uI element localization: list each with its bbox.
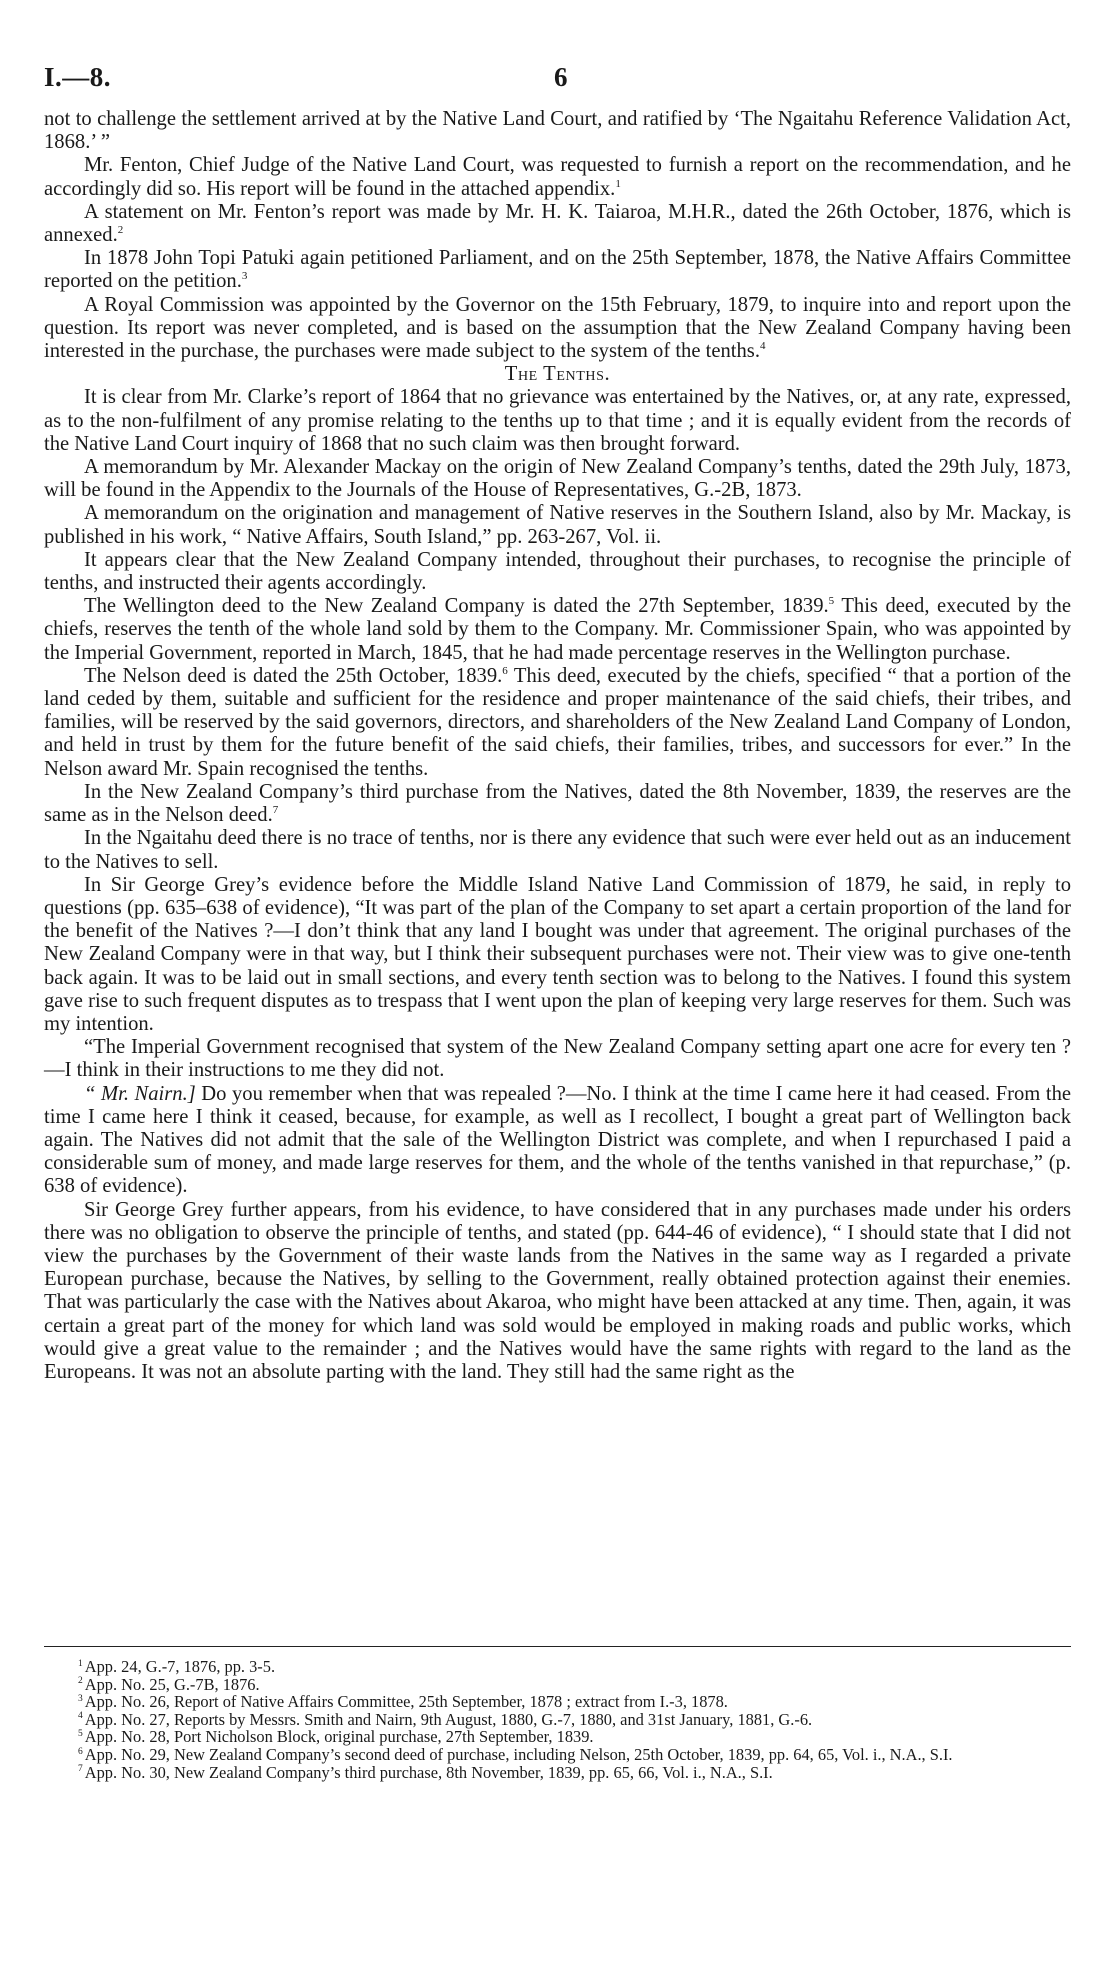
footnotes <box>44 1658 1071 1781</box>
section-heading: The Tenths. <box>504 363 611 386</box>
paragraph-text: Sir George Grey further appears, from his evidence, to have considered that in any purchases made under his orders there was no obligation to observe the principle of tenths, and stated (pp. 644-46 of evidence), “ I should state that I did not view the purchases by the Government of their waste lands from the Natives in the same way as I regarded a private European purchase, because the Natives, by selling to the Government, really obtained protection against their enemies. That was particularly the case with the Natives about Akaroa, who might have been attacked at any time. Then, again, it was certain a great part of the money for which land was sold would be employed in making roads and public works, which would give a great value to the remainder ; and the Natives would have the same rights with regard to the land as the Europeans. It was not an absolute parting with the land. They still had the same right as the <box>44 1198 1071 1383</box>
page-header <box>44 62 1070 102</box>
paragraph-text: In Sir George Grey’s evidence before the Middle Island Native Land Commission of 1879, he said, in reply to questions (pp. 635–638 of evidence), “It was part of the plan of the Company to set apart a certain proportion of the land for the benefit of the Natives ?—I don’t think that any land I bought was under that agreement. The original purchases of the New Zealand Company were in that way, but I think their subsequent purchases were not. Their view was to give one-tenth back again. It was to be laid out in small sections, and every tenth section was to belong to the Natives. I found this system gave rise to such frequent disputes as to trespass that I went upon the plan of keeping very large reserves for them. Such was my intention. <box>44 873 1071 1035</box>
footnote-text: App. No. 25, G.-7B, 1876. <box>84 1674 260 1694</box>
paragraph-text: Mr. Fenton, Chief Judge of the Native Land Court, was requested to furnish a report on the recommendation, and he accordingly did so. His report will be found in the attached appendix. <box>44 154 1071 200</box>
page-identifier: I.—8. <box>44 62 112 92</box>
paragraph-text: not to challenge the settlement arrived at by the Native Land Court, and ratified by ‘The Ngaitahu Reference Validation Act, 1868.’ ” <box>44 108 1071 154</box>
paragraph <box>44 201 1071 247</box>
paragraph-text: In 1878 John Topi Patuki again petitioned Parliament, and on the 25th September, 1878, the Native Affairs Committee reported on the petition. <box>44 247 1071 293</box>
paragraph <box>44 154 1071 200</box>
paragraph <box>44 781 1071 827</box>
paragraph-text: The Wellington deed to the New Zealand Company is dated the 27th September, 1839. <box>84 595 829 618</box>
paragraph-text: A Royal Commission was appointed by the Governor on the 15th February, 1879, to inquire into and report upon the question. Its report was never completed, and is based on the assumption that the New Zealand Company having been interested in the purchase, the purchases were made subject to the system of the tenths. <box>44 293 1071 363</box>
paragraph <box>44 456 1071 502</box>
paragraph <box>44 665 1071 781</box>
footnote-text: App. 24, G.-7, 1876, pp. 3-5. <box>84 1657 276 1676</box>
paragraph <box>44 827 1071 873</box>
paragraph-text: A statement on Mr. Fenton’s report was made by Mr. H. K. Taiaroa, M.H.R., dated the 26th October, 1876, which is annexed. <box>44 200 1071 247</box>
footnote <box>44 1676 1071 1694</box>
paragraph <box>44 1083 1071 1199</box>
footnote-text: App. No. 27, Reports by Messrs. Smith and Nairn, 9th August, 1880, G.-7, 1880, and 31st January, 1881, G.-6. <box>84 1709 813 1729</box>
paragraph <box>44 294 1071 364</box>
footnote-text: App. No. 28, Port Nicholson Block, original purchase, 27th September, 1839. <box>84 1727 594 1747</box>
paragraph-text: It is clear from Mr. Clarke’s report of 1864 that no grievance was entertained by the Natives, or, at any rate, expressed, as to the non-fulfilment of any promise relating to the tenths up to that time ; and it is equally evident from the records of the Native Land Court inquiry of 1868 that no such claim was then brought forward. <box>44 386 1071 455</box>
speaker-label: “ Mr. Nairn.] <box>84 1082 196 1105</box>
footnote-mark: 6 <box>78 1746 83 1757</box>
paragraph-text: “The Imperial Government recognised that system of the New Zealand Company setting apart one acre for every ten ?—I think in their instructions to me they did not. <box>44 1036 1071 1082</box>
paragraph <box>44 502 1071 548</box>
paragraph-text: A memorandum on the origination and management of Native reserves in the Southern Island, also by Mr. Mackay, is published in his work, “ Native Affairs, South Island,” pp. 263-267, Vol. ii. <box>44 502 1071 548</box>
paragraph-text: The Nelson deed is dated the 25th October, 1839. <box>84 664 503 687</box>
footnote-ref: 4 <box>759 340 766 353</box>
paragraph-text: A memorandum by Mr. Alexander Mackay on the origin of New Zealand Company’s tenths, dated the 29th July, 1873, will be found in the Appendix to the Journals of the House of Representatives, G.-2B, 1873. <box>44 456 1071 502</box>
paragraph-text: This deed, executed by the chiefs, specified “ that a portion of the land ceded by them, suitable and sufficient for the residence and proper maintenance of the said chiefs, their tribes, and families, will be reserved by the said governors, directors, and shareholders of the New Zealand Land Company of London, and held in trust by them for the future benefit of the said chiefs, their families, tribes, and successors for ever.” In the Nelson award Mr. Spain recognised the tenths. <box>44 664 1072 780</box>
footnote-ref: 6 <box>502 665 508 678</box>
paragraph <box>44 247 1071 293</box>
paragraph-text: In the New Zealand Company’s third purchase from the Natives, dated the 8th November, 1839, the reserves are the same as in the Nelson deed. <box>44 780 1071 827</box>
paragraph <box>44 595 1071 665</box>
footnote <box>44 1746 1071 1764</box>
paragraph <box>44 1036 1071 1082</box>
footnote-ref: 3 <box>241 270 248 283</box>
footnote <box>44 1728 1071 1746</box>
paragraph <box>44 549 1071 595</box>
footnote-mark: 3 <box>78 1693 83 1704</box>
footnote-ref: 7 <box>272 804 279 817</box>
footnote-mark: 2 <box>78 1676 83 1687</box>
footnote-mark: 4 <box>78 1711 83 1722</box>
paragraph-text: This deed, executed by the chiefs, reserves the tenth of the whole land sold by them to the Company. Mr. Commissioner Spain, who was appointed by the Imperial Government, reported in March, 1845, that he had made percentage reserves in the Wellington purchase. <box>44 595 1071 664</box>
footnote-mark: 5 <box>78 1728 83 1739</box>
footnote-ref: 5 <box>828 595 835 608</box>
footnote <box>44 1658 1071 1676</box>
footnote-divider <box>44 1646 1071 1647</box>
footnote-text: App. No. 26, Report of Native Affairs Committee, 25th September, 1878 ; extract from I.-3, 1878. <box>84 1692 728 1712</box>
paragraph <box>44 108 1071 154</box>
footnote <box>44 1764 1071 1782</box>
footnote-ref: 1 <box>615 177 621 190</box>
body-text <box>44 108 1071 1384</box>
footnote <box>44 1711 1071 1729</box>
paragraph-text: It appears clear that the New Zealand Company intended, throughout their purchases, to recognise the principle of tenths, and instructed their agents accordingly. <box>44 548 1071 595</box>
footnote-mark: 7 <box>78 1764 83 1775</box>
paragraph <box>44 386 1071 456</box>
page-number: 6 <box>554 62 568 92</box>
footnote-text: App. No. 29, New Zealand Company’s second deed of purchase, including Nelson, 25th October, 1839, pp. 64, 65, Vol. i., N.A., S.I. <box>84 1744 953 1764</box>
paragraph <box>44 1199 1071 1385</box>
paragraph-text: Do you remember when that was repealed ?—No. I think at the time I came here it had ceased. From the time I came here I think it ceased, because, for example, as well as I recollect, I bought a great part of Wellington back again. The Natives did not admit that the sale of the Wellington District was complete, and when I repurchased I paid a considerable sum of money, and made large reserves for them, and the whole of the tenths vanished in that repurchase,” (p. 638 of evidence). <box>44 1082 1072 1198</box>
footnote-ref: 2 <box>117 224 124 237</box>
footnote-mark: 1 <box>78 1658 83 1669</box>
footnote-text: App. No. 30, New Zealand Company’s third purchase, 8th November, 1839, pp. 65, 66, Vol. i., N.A., S.I. <box>84 1762 773 1782</box>
paragraph <box>44 874 1071 1036</box>
paragraph-text: In the Ngaitahu deed there is no trace of tenths, nor is there any evidence that such were ever held out as an inducement to the Natives to sell. <box>44 827 1071 873</box>
footnote <box>44 1693 1071 1711</box>
